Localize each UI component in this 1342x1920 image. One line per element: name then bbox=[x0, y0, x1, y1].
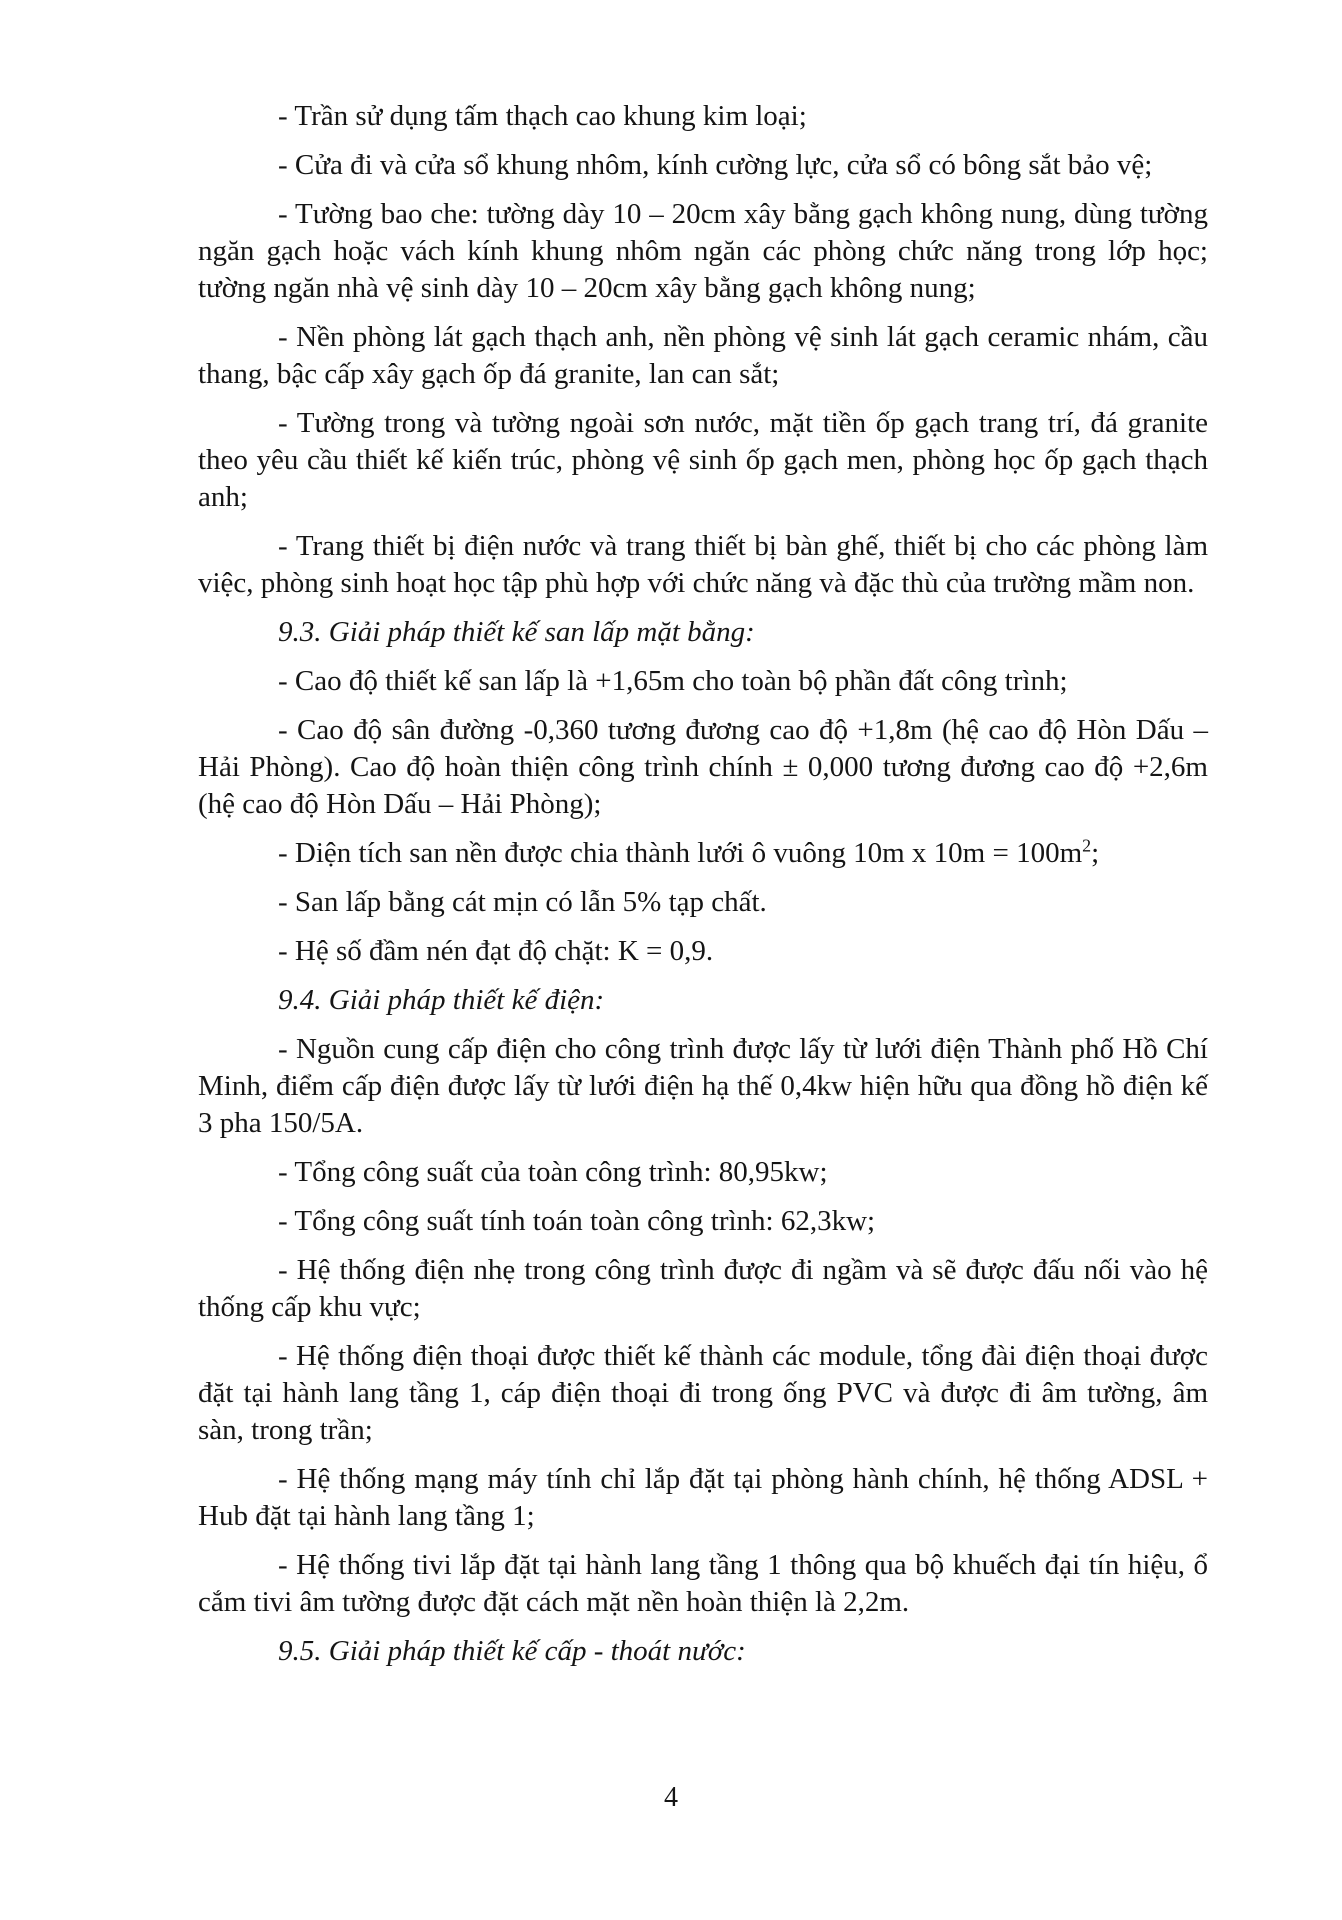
section-heading bbox=[198, 982, 1208, 1019]
paragraph-text: - Nền phòng lát gạch thạch anh, nền phòng vệ sinh lát gạch ceramic nhám, cầu thang, bậc cấp xây gạch ốp đá granite, lan can sắt; bbox=[198, 321, 1208, 390]
paragraph bbox=[198, 1461, 1208, 1535]
paragraph-text: 9.3. Giải pháp thiết kế san lấp mặt bằng: bbox=[278, 616, 755, 648]
paragraph-text: - Tổng công suất của toàn công trình: 80,95kw; bbox=[278, 1156, 828, 1188]
paragraph-text: - Tường bao che: tường dày 10 – 20cm xây bằng gạch không nung, dùng tường ngăn gạch hoặc vách kính khung nhôm ngăn các phòng chức năng trong lớp học; tường ngăn nhà vệ sinh dày 10 – 20cm xây bằng gạch không nung; bbox=[198, 198, 1208, 304]
paragraph-text: - Cao độ thiết kế san lấp là +1,65m cho toàn bộ phần đất công trình; bbox=[278, 665, 1068, 697]
paragraph-text: 9.4. Giải pháp thiết kế điện: bbox=[278, 984, 605, 1016]
paragraph bbox=[198, 884, 1208, 921]
paragraph bbox=[198, 147, 1208, 184]
paragraph-text: - Hệ thống mạng máy tính chỉ lắp đặt tại phòng hành chính, hệ thống ADSL + Hub đặt tại hành lang tầng 1; bbox=[198, 1463, 1208, 1532]
paragraph bbox=[198, 1203, 1208, 1240]
paragraph-text: - San lấp bằng cát mịn có lẫn 5% tạp chất. bbox=[278, 886, 767, 918]
paragraph-text: - Nguồn cung cấp điện cho công trình được lấy từ lưới điện Thành phố Hồ Chí Minh, điểm cấp điện được lấy từ lưới điện hạ thế 0,4kw hiện hữu qua đồng hồ điện kế 3 pha 150/5A. bbox=[198, 1033, 1208, 1139]
paragraph bbox=[198, 528, 1208, 602]
paragraph bbox=[198, 1547, 1208, 1621]
paragraph-text: - Cửa đi và cửa sổ khung nhôm, kính cường lực, cửa sổ có bông sắt bảo vệ; bbox=[278, 149, 1153, 181]
superscript: 2 bbox=[1082, 835, 1092, 856]
paragraph bbox=[198, 319, 1208, 393]
paragraph bbox=[198, 405, 1208, 516]
paragraph bbox=[198, 1252, 1208, 1326]
paragraph-text: - Cao độ sân đường -0,360 tương đương cao độ +1,8m (hệ cao độ Hòn Dấu – Hải Phòng). Cao độ hoàn thiện công trình chính ± 0,000 tương đương cao độ +2,6m (hệ cao độ Hòn Dấu – Hải Phòng); bbox=[198, 714, 1208, 820]
paragraph bbox=[198, 663, 1208, 700]
paragraph bbox=[198, 1338, 1208, 1449]
paragraph-text: - Tổng công suất tính toán toàn công trình: 62,3kw; bbox=[278, 1205, 876, 1237]
paragraph bbox=[198, 98, 1208, 135]
page-number: 4 bbox=[664, 1782, 678, 1813]
paragraph-text: - Tường trong và tường ngoài sơn nước, mặt tiền ốp gạch trang trí, đá granite theo yêu cầu thiết kế kiến trúc, phòng vệ sinh ốp gạch men, phòng học ốp gạch thạch anh; bbox=[198, 407, 1208, 513]
paragraph-suffix: ; bbox=[1091, 837, 1100, 869]
section-heading bbox=[198, 1633, 1208, 1670]
paragraph bbox=[198, 712, 1208, 823]
paragraph-text: 9.5. Giải pháp thiết kế cấp - thoát nước: bbox=[278, 1635, 746, 1667]
paragraph-text: - Hệ thống tivi lắp đặt tại hành lang tầng 1 thông qua bộ khuếch đại tín hiệu, ổ cắm tivi âm tường được đặt cách mặt nền hoàn thiện là 2,2m. bbox=[198, 1549, 1208, 1618]
paragraph-text: - Diện tích san nền được chia thành lưới ô vuông 10m x 10m = 100m bbox=[278, 837, 1083, 869]
paragraph-text: - Hệ số đầm nén đạt độ chặt: K = 0,9. bbox=[278, 935, 714, 967]
paragraph-text: - Hệ thống điện thoại được thiết kế thành các module, tổng đài điện thoại được đặt tại hành lang tầng 1, cáp điện thoại đi trong ống PVC và được đi âm tường, âm sàn, trong trần; bbox=[198, 1340, 1208, 1446]
paragraph-text: - Trần sử dụng tấm thạch cao khung kim loại; bbox=[278, 100, 807, 132]
paragraph bbox=[198, 933, 1208, 970]
section-heading bbox=[198, 614, 1208, 651]
document-body bbox=[198, 98, 1208, 1682]
paragraph bbox=[198, 1154, 1208, 1191]
paragraph bbox=[198, 196, 1208, 307]
paragraph bbox=[198, 1031, 1208, 1142]
paragraph-text: - Trang thiết bị điện nước và trang thiết bị bàn ghế, thiết bị cho các phòng làm việc, phòng sinh hoạt học tập phù hợp với chức năng và đặc thù của trường mầm non. bbox=[198, 530, 1208, 599]
paragraph-text: - Hệ thống điện nhẹ trong công trình được đi ngầm và sẽ được đấu nối vào hệ thống cấp khu vực; bbox=[198, 1254, 1208, 1323]
paragraph bbox=[198, 835, 1208, 872]
